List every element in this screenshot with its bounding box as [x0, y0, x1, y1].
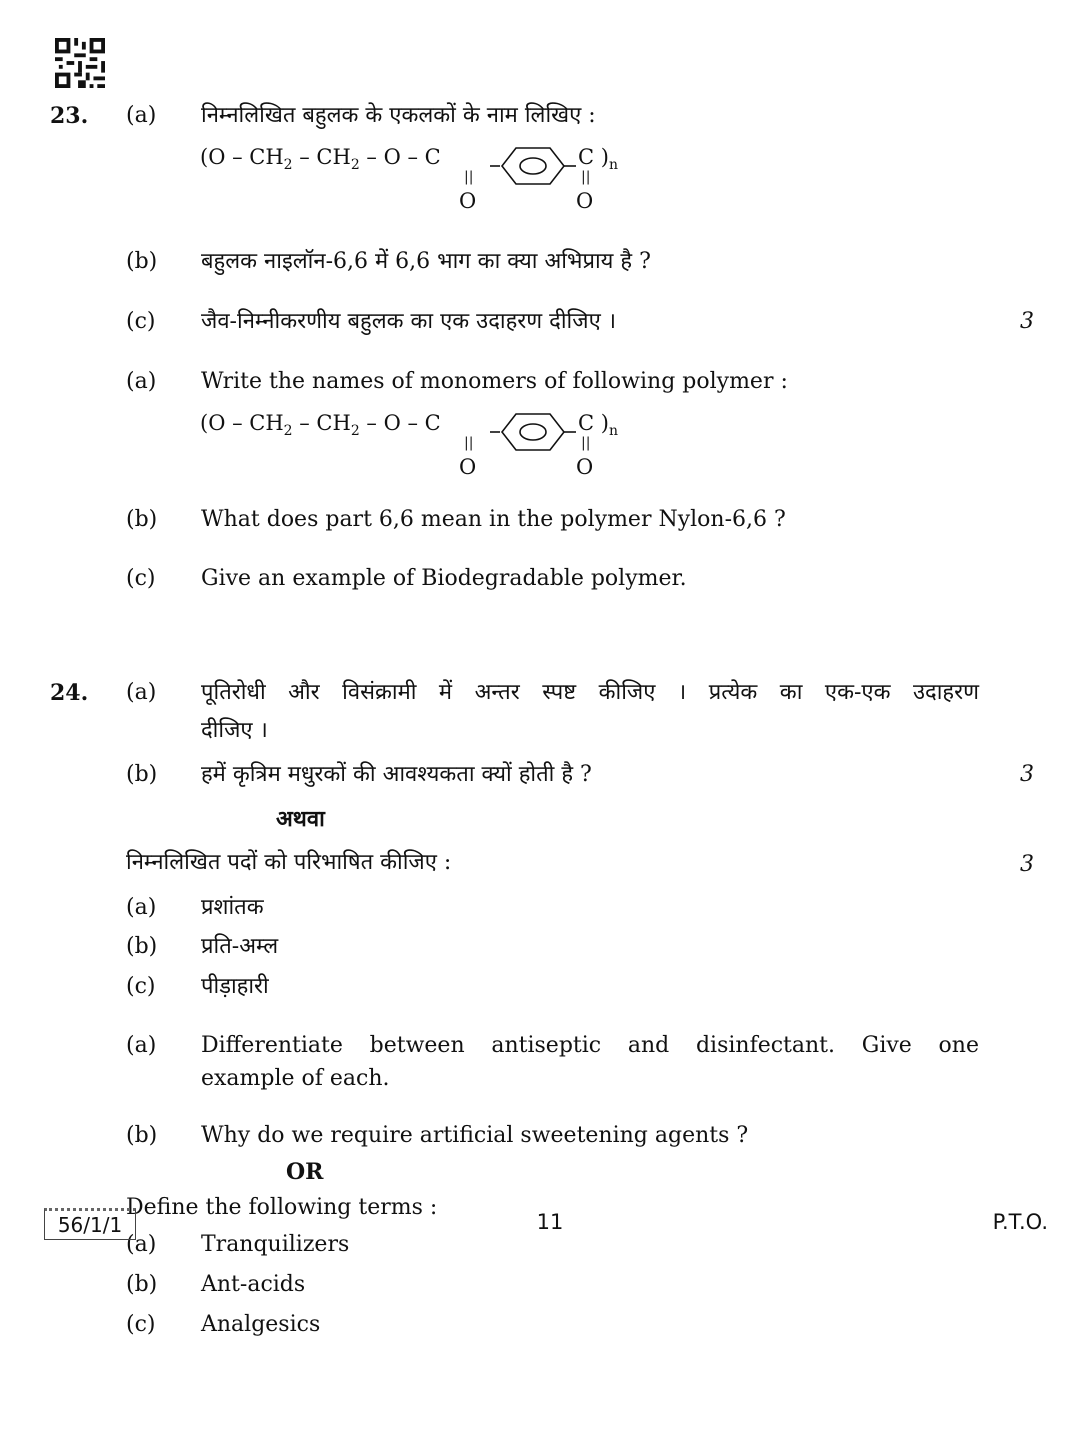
q23-marks: 3 [1020, 309, 1034, 334]
q24-english-term-c-label: (c) [126, 1312, 156, 1337]
q24-english-a-text-line1: Differentiate between antiseptic and disinfectant. Give one [201, 1033, 979, 1058]
q24-english-term-c: Analgesics [201, 1312, 321, 1337]
benzene-ring-icon [490, 410, 580, 454]
q24-english-define: Define the following terms : [126, 1195, 438, 1220]
paper-code: 56/1/1 [44, 1208, 136, 1240]
q23-english-polymer-formula: ($O - CH_2 - CH_2$ – O – C C )$_n$ || O || O [200, 408, 660, 490]
q24-english-term-a: Tranquilizers [201, 1232, 350, 1257]
q23-hindi-c-label: (c) [126, 309, 156, 334]
q24-english-term-b: Ant-acids [201, 1272, 306, 1297]
formula-chain-start: (O – CH [200, 145, 284, 169]
oxygen-left: O [459, 455, 477, 479]
q23-english-b-text: What does part 6,6 mean in the polymer Nylon-6,6 ? [201, 507, 786, 532]
please-turn-over: P.T.O. [992, 1210, 1048, 1234]
q23-english-b-label: (b) [126, 507, 158, 532]
q23-hindi-polymer-formula: ($O - CH_2 - CH_2$ – O – C C )$_n$ || O || O [200, 142, 660, 224]
q23-hindi-b-label: (b) [126, 249, 158, 274]
double-bond-left: || [464, 435, 474, 451]
double-bond-left: || [464, 169, 474, 185]
q24-english-b-text: Why do we require artificial sweetening agents ? [201, 1123, 749, 1148]
oxygen-right: O [576, 189, 594, 213]
page-number: 11 [536, 1210, 564, 1234]
q23-hindi-a-label: (a) [126, 103, 157, 128]
question-number-23: 23. [50, 103, 89, 129]
double-bond-right: || [581, 435, 591, 451]
q24-hindi-define: निम्नलिखित पदों को परिभाषित कीजिए : [126, 850, 452, 875]
q23-english-a-text: Write the names of monomers of following polymer : [201, 369, 788, 394]
q24-hindi-a-text-line1: पूतिरोधी और विसंक्रामी में अन्तर स्पष्ट कीजिए । प्रत्येक का एक-एक उदाहरण [201, 680, 979, 705]
q24-hindi-term-a-label: (a) [126, 895, 157, 920]
q23-hindi-c-text: जैव-निम्नीकरणीय बहुलक का एक उदाहरण दीजिए । [201, 309, 617, 334]
q24-english-or: OR [286, 1159, 324, 1185]
q24-english-term-a-label: (a) [126, 1232, 157, 1257]
q24-hindi-b-text: हमें कृत्रिम मधुरकों की आवश्यकता क्यों होती है ? [201, 762, 592, 787]
benzene-ring-icon [490, 144, 580, 188]
q23-english-a-label: (a) [126, 369, 157, 394]
q24-hindi-a-text-line2: दीजिए । [201, 718, 268, 743]
q24-english-b-label: (b) [126, 1123, 158, 1148]
q24-hindi-term-a: प्रशांतक [201, 895, 264, 920]
q23-english-c-label: (c) [126, 566, 156, 591]
q23-hindi-b-text: बहुलक नाइलॉन-6,6 में 6,6 भाग का क्या अभिप्राय है ? [201, 249, 651, 274]
q24-hindi-a-label: (a) [126, 680, 157, 705]
q24-hindi-or: अथवा [276, 806, 325, 832]
q24-hindi-term-b-label: (b) [126, 934, 158, 959]
q24-hindi-term-b: प्रति-अम्ल [201, 934, 279, 959]
qr-code-icon [54, 38, 106, 88]
q23-english-c-text: Give an example of Biodegradable polymer. [201, 566, 687, 591]
question-number-24: 24. [50, 680, 89, 706]
q24-hindi-term-c: पीड़ाहारी [201, 974, 269, 999]
q24-english-a-label: (a) [126, 1033, 157, 1058]
q24-marks-b: 3 [1020, 762, 1034, 787]
q24-english-a-text-line2: example of each. [201, 1066, 390, 1091]
q24-marks-define: 3 [1020, 852, 1034, 877]
q24-hindi-b-label: (b) [126, 762, 158, 787]
oxygen-left: O [459, 189, 477, 213]
q24-english-term-b-label: (b) [126, 1272, 158, 1297]
oxygen-right: O [576, 455, 594, 479]
double-bond-right: || [581, 169, 591, 185]
q23-hindi-a-text: निम्नलिखित बहुलक के एकलकों के नाम लिखिए : [201, 103, 596, 128]
q24-hindi-term-c-label: (c) [126, 974, 156, 999]
